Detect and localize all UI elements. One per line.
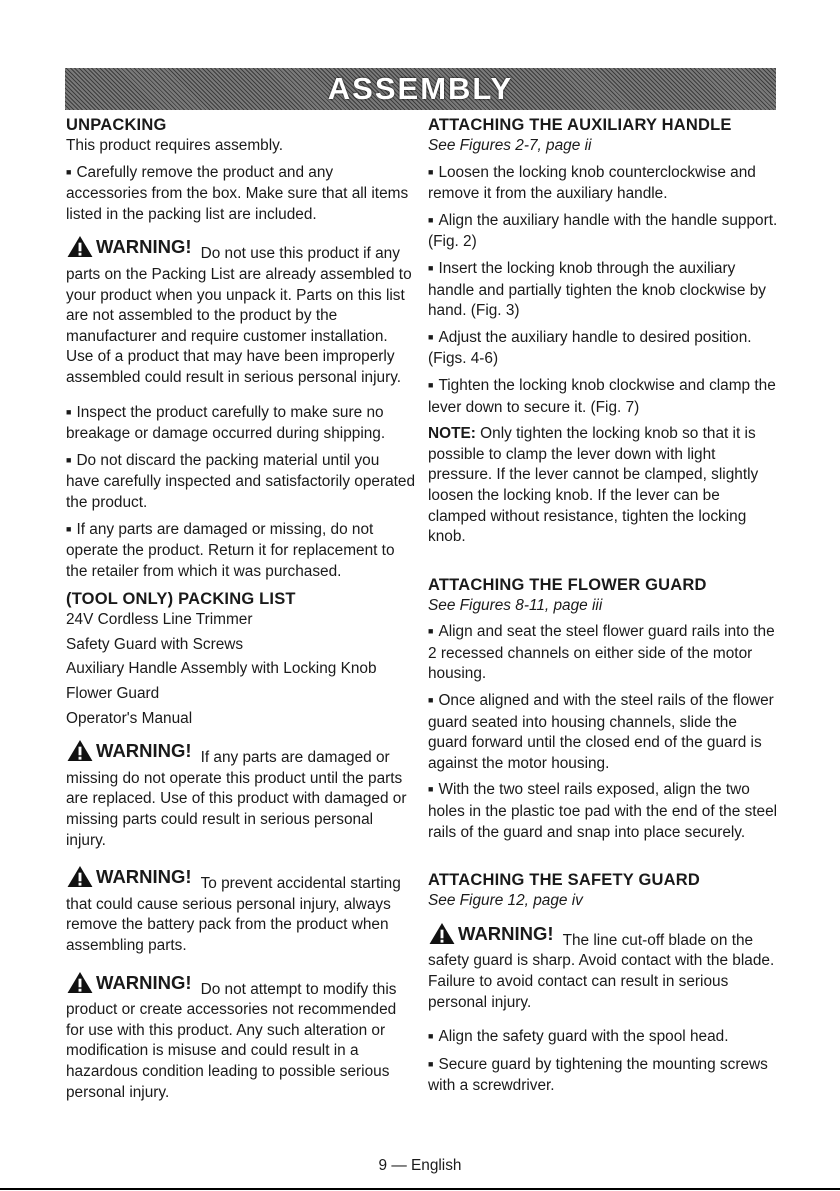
remove-product-bullet: ■ Carefully remove the product and any accessories from the box. Make sure that all items listed in the packing list are included. bbox=[66, 163, 416, 226]
warning-block-unpack bbox=[66, 235, 416, 388]
aux-note bbox=[428, 424, 778, 548]
page-footer: 9 — English bbox=[378, 1157, 462, 1174]
aux-figure-ref: See Figures 2-7, page ii bbox=[428, 137, 592, 154]
packing-list-heading: (TOOL ONLY) PACKING LIST bbox=[66, 590, 296, 609]
aux-step: ■ Align the auxiliary handle with the handle support. (Fig. 2) bbox=[428, 211, 778, 253]
left-column bbox=[66, 114, 416, 1117]
warning-block-blade bbox=[428, 922, 778, 1013]
warning-triangle-icon bbox=[66, 739, 94, 762]
safety-figure-ref: See Figure 12, page iv bbox=[428, 892, 583, 910]
flower-step: ■ With the two steel rails exposed, align the two holes in the plastic toe pad with the end of the steel rails of the guard and snap into place securely. bbox=[428, 780, 778, 843]
warning-text: If any parts are damaged or missing do not operate this product until the parts are replaced. Use of this product with damaged or missing parts could result in serious personal injury. bbox=[66, 749, 407, 849]
list-item: Safety Guard with Screws bbox=[66, 635, 244, 653]
warning-label: WARNING! bbox=[96, 236, 192, 258]
bottom-divider bbox=[0, 1188, 840, 1190]
section-banner bbox=[65, 68, 776, 110]
warning-block-battery bbox=[66, 865, 416, 956]
warning-block-modify bbox=[66, 971, 416, 1104]
banner-title: ASSEMBLY bbox=[327, 71, 514, 106]
warning-triangle-icon bbox=[66, 235, 94, 258]
aux-step: ■ Tighten the locking knob clockwise and clamp the lever down to secure it. (Fig. 7) bbox=[428, 376, 778, 418]
flower-figure-ref: See Figures 8-11, page iii bbox=[428, 596, 603, 614]
note-label: NOTE: bbox=[428, 425, 476, 443]
flower-step: ■ Align and seat the steel flower guard rails into the 2 recessed channels on either side of the motor housing. bbox=[428, 622, 778, 685]
warning-triangle-icon bbox=[66, 971, 94, 994]
aux-step: ■ Adjust the auxiliary handle to desired position. (Figs. 4-6) bbox=[428, 328, 778, 370]
safety-step: ■ Align the safety guard with the spool head. bbox=[428, 1027, 778, 1049]
right-column bbox=[428, 114, 778, 1103]
warning-label: WARNING! bbox=[96, 866, 192, 888]
flower-step: ■ Once aligned and with the steel rails of the flower guard seated into housing channels, slide the guard forward until the closed end of the guard is against the motor housing. bbox=[428, 691, 778, 774]
discard-bullet: ■ Do not discard the packing material until you have carefully inspected and satisfactorily operated the product. bbox=[66, 451, 416, 514]
note-text: Only tighten the locking knob so that it is possible to clamp the lever down with light pressure. If the lever cannot be clamped, slightly loosen the locking knob. If the lever can be clamped without resistance, tighten the locking knob. bbox=[428, 425, 759, 546]
aux-step: ■ Loosen the locking knob counterclockwise and remove it from the auxiliary handle. bbox=[428, 163, 778, 205]
warning-text: Do not attempt to modify this product or create accessories not recommended for use with this product. Any such alteration or modification is misuse and could result in a hazardous condition leading to possible serious personal injury. bbox=[66, 980, 397, 1101]
warning-text: Do not use this product if any parts on the Packing List are already assembled to your product when you unpack it. Parts on this list are not assembled to the product by the manufacturer and require customer installation. Use of a product that may have been improperly assembled could result in serious personal injury. bbox=[66, 245, 412, 386]
warning-label: WARNING! bbox=[96, 740, 192, 762]
warning-block-damaged bbox=[66, 739, 416, 851]
list-item: Operator's Manual bbox=[66, 709, 193, 727]
inspect-bullet: ■ Inspect the product carefully to make sure no breakage or damage occurred during shipping. bbox=[66, 403, 416, 445]
warning-text: To prevent accidental starting that could cause serious personal injury, always remove the battery pack from the product when assembling parts. bbox=[66, 875, 401, 954]
warning-text: The line cut-off blade on the safety guard is sharp. Avoid contact with the blade. Failure to avoid contact can result in serious personal injury. bbox=[428, 931, 775, 1011]
warning-label: WARNING! bbox=[96, 971, 192, 993]
safety-guard-heading: ATTACHING THE SAFETY GUARD bbox=[428, 871, 700, 890]
list-item: 24V Cordless Line Trimmer bbox=[66, 611, 253, 629]
flower-guard-heading: ATTACHING THE FLOWER GUARD bbox=[428, 575, 707, 594]
aux-handle-heading: ATTACHING THE AUXILIARY HANDLE bbox=[428, 116, 732, 134]
warning-triangle-icon bbox=[66, 865, 94, 888]
unpacking-heading: UNPACKING bbox=[66, 116, 167, 134]
aux-step: ■ Insert the locking knob through the auxiliary handle and partially tighten the knob clockwise by hand. (Fig. 3) bbox=[428, 259, 778, 322]
requires-assembly-text: This product requires assembly. bbox=[66, 137, 283, 154]
packing-list bbox=[66, 610, 416, 729]
warning-triangle-icon bbox=[428, 922, 456, 945]
safety-step: ■ Secure guard by tightening the mounting screws with a screwdriver. bbox=[428, 1055, 778, 1097]
list-item: Auxiliary Handle Assembly with Locking Knob bbox=[66, 660, 377, 678]
list-item: Flower Guard bbox=[66, 685, 160, 703]
damaged-bullet: ■ If any parts are damaged or missing, do not operate the product. Return it for replacement to the retailer from which it was purchased. bbox=[66, 520, 416, 583]
warning-label: WARNING! bbox=[458, 922, 554, 944]
